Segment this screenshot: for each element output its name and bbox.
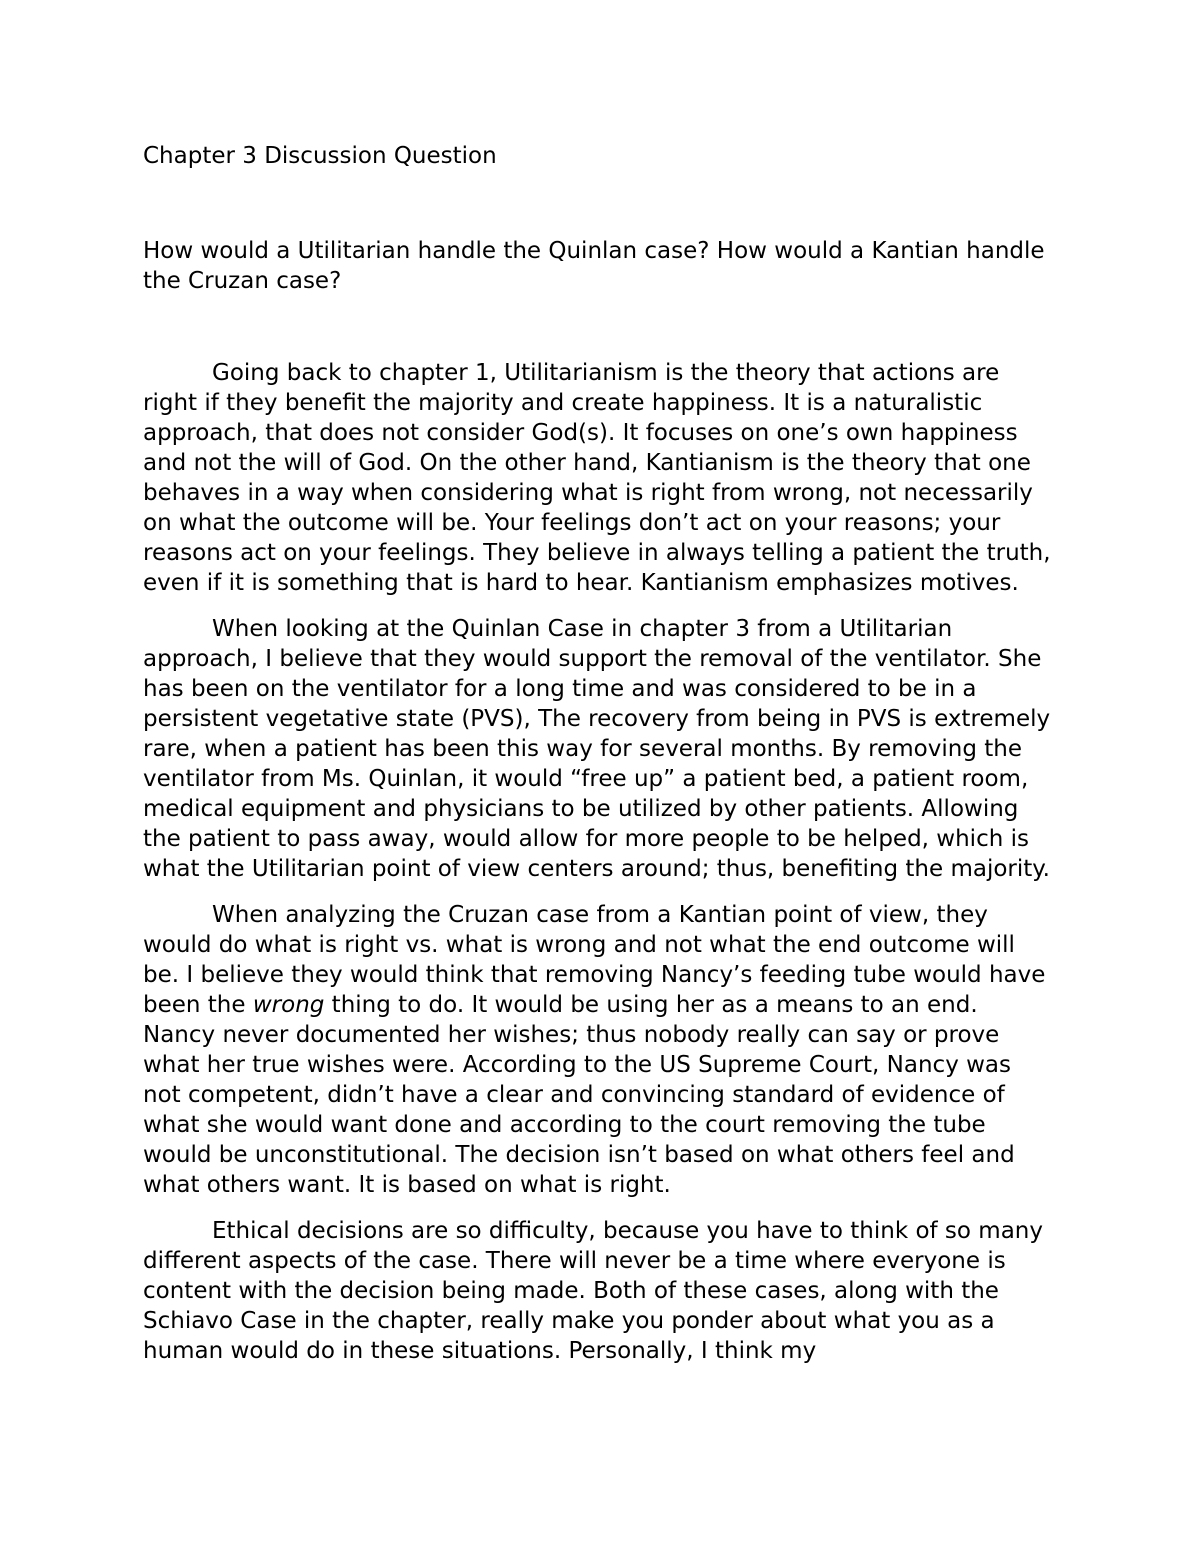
paragraph-ethical-decisions: Ethical decisions are so difficulty, because you have to think of so many different aspects of the case. There will never be a time where everyone is content with the decision being made. Both of these cases, along with the Schiavo Case in the chapter, really make you ponder about what you as a human would do in these situations. Personally, I think my [143, 1218, 1043, 1364]
paragraph-cruzan-text-after: thing to do. It would be using her as a means to an end. Nancy never documented her wishes; thus nobody really can say or prove what her true wishes were. According to the US Supreme Court, Nancy was not competent, didn’t have a clear and convincing standard of evidence of what she would want done and according to the court removing the tube would be unconstitutional. The decision isn’t based on what others feel and what others want. It is based on what is right. [143, 992, 1015, 1198]
paragraph-cruzan-text-before: When analyzing the Cruzan case from a Kantian point of view, they would do what is right vs. what is wrong and not what the end outcome will be. I believe they would think that removing Nancy’s feeding tube would have been the [143, 902, 1046, 1018]
paragraph-cruzan-case [143, 900, 1055, 1200]
document-title: Chapter 3 Discussion Question [143, 143, 497, 169]
paragraph-utilitarianism-kantianism: Going back to chapter 1, Utilitarianism is the theory that actions are right if they benefit the majority and create happiness. It is a naturalistic approach, that does not consider God(s). It focuses on one’s own happiness and not the will of God. On the other hand, Kantianism is the theory that one behaves in a way when considering what is right from wrong, not necessarily on what the outcome will be. Your feelings don’t act on your reasons; your reasons act on your feelings. They believe in always telling a patient the truth, even if it is something that is hard to hear. Kantianism emphasizes motives. [143, 360, 1051, 596]
emphasized-word: wrong [252, 992, 325, 1018]
document-body [143, 358, 1055, 1366]
paragraph-quinlan-case: When looking at the Quinlan Case in chapter 3 from a Utilitarian approach, I believe that they would support the removal of the ventilator. She has been on the ventilator for a long time and was considered to be in a persistent vegetative state (PVS), The recovery from being in PVS is extremely rare, when a patient has been this way for several months. By removing the ventilator from Ms. Quinlan, it would “free up” a patient bed, a patient room, medical equipment and physicians to be utilized by other patients. Allowing the patient to pass away, would allow for more people to be helped, which is what the Utilitarian point of view centers around; thus, benefiting the majority. [143, 616, 1051, 882]
document-page [143, 138, 1055, 1382]
discussion-question: How would a Utilitarian handle the Quinlan case? How would a Kantian handle the Cruzan case? [143, 238, 1045, 294]
